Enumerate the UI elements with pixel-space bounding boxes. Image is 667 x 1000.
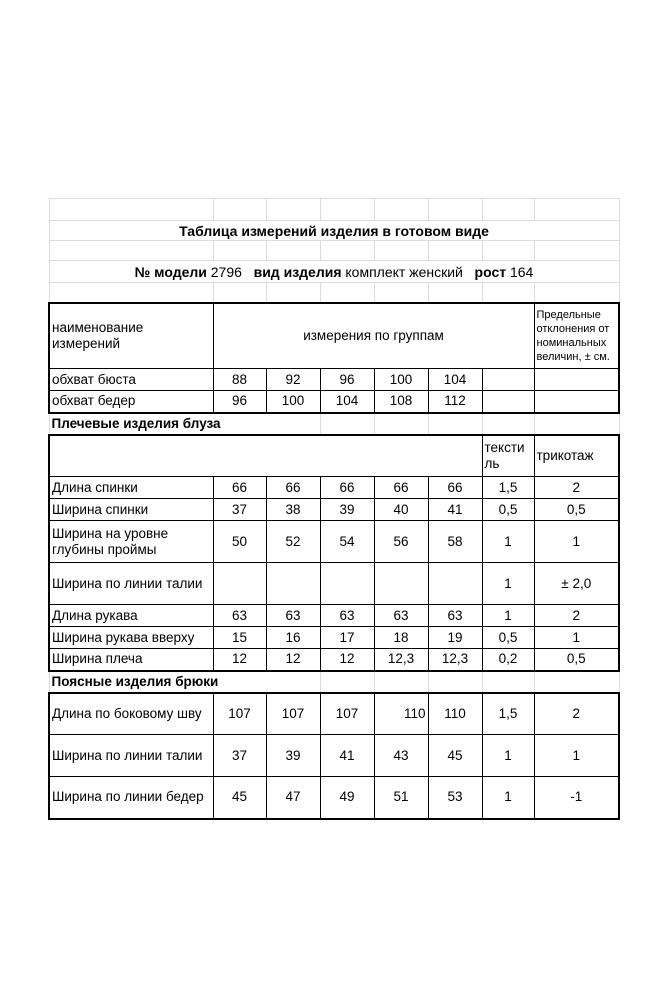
row-name: Длина спинки [49,477,213,499]
cell-value: 58 [428,521,482,563]
cell-textile: 1 [482,777,534,819]
cell-value: 15 [213,627,266,649]
cell-value: 37 [213,735,266,777]
row-name: Ширина на уровне глубины проймы [49,521,213,563]
cell-value: 18 [374,627,428,649]
cell-value: 107 [320,693,374,735]
table-row [49,605,619,627]
measurement-table [48,198,620,820]
cell-empty [534,369,619,391]
cell-value: 12 [213,649,266,671]
cell-value: 112 [428,391,482,413]
cell-textile: 1 [482,563,534,605]
cell-empty [482,369,534,391]
table-row [49,499,619,521]
section-title-blouse: Плечевые изделия блуза [49,413,320,435]
cell-textile: 1,5 [482,693,534,735]
row-name: обхват бедер [49,391,213,413]
row-name: Ширина по линии талии [49,735,213,777]
cell-empty [482,391,534,413]
table-row [49,693,619,735]
cell-knit: 0,5 [534,649,619,671]
row-name: Ширина спинки [49,499,213,521]
cell-value: 104 [320,391,374,413]
row-name: Ширина плеча [49,649,213,671]
cell-knit: 1 [534,627,619,649]
cell-value: 63 [266,605,320,627]
cell-textile: 1 [482,735,534,777]
cell-value: 12 [320,649,374,671]
measurement-sheet [48,198,618,820]
cell-value: 37 [213,499,266,521]
cell-knit: 0,5 [534,499,619,521]
cell-value: 100 [374,369,428,391]
cell-value: 51 [374,777,428,819]
cell-textile: 1 [482,605,534,627]
cell-value: 96 [213,391,266,413]
header-name: наименование измерений [49,303,213,369]
cell-value: 49 [320,777,374,819]
cell-empty [534,391,619,413]
table-row [49,369,619,391]
cell-knit: 2 [534,693,619,735]
cell-value: 108 [374,391,428,413]
cell-value: 45 [213,777,266,819]
table-row [49,521,619,563]
table-title: Таблица измерений изделия в готовом виде [49,221,619,241]
model-line [49,261,619,283]
cell-value: 53 [428,777,482,819]
table-row [49,649,619,671]
cell-value: 66 [428,477,482,499]
cell-knit: 2 [534,605,619,627]
model-value: 2796 [210,263,242,280]
cell-value: 52 [266,521,320,563]
cell-value: 63 [428,605,482,627]
cell-textile: 0,5 [482,627,534,649]
cell-value: 12 [266,649,320,671]
cell-textile: 0,5 [482,499,534,521]
cell-value: 88 [213,369,266,391]
cell-knit: 1 [534,521,619,563]
cell-value: 41 [320,735,374,777]
cell-value: 110 [374,693,428,735]
cell-value: 12,3 [428,649,482,671]
height-label: рост [474,263,507,280]
col-textile: тексти ль [482,435,534,477]
row-name: Ширина по линии талии [49,563,213,605]
cell-value: 43 [374,735,428,777]
row-name: обхват бюста [49,369,213,391]
cell-value: 19 [428,627,482,649]
cell-value: 12,3 [374,649,428,671]
cell-value: 45 [428,735,482,777]
cell-value: 63 [213,605,266,627]
header-groups: измерения по группам [213,303,534,369]
cell-value: 66 [320,477,374,499]
cell-textile: 1,5 [482,477,534,499]
cell-value: 107 [213,693,266,735]
cell-value: 54 [320,521,374,563]
cell-value: 66 [213,477,266,499]
cell-value [266,563,320,605]
cell-value: 63 [320,605,374,627]
cell-value: 63 [374,605,428,627]
cell-value [320,563,374,605]
cell-value: 66 [374,477,428,499]
table-row [49,391,619,413]
cell-value [213,563,266,605]
col-knit: трикотаж [534,435,619,477]
cell-value: 96 [320,369,374,391]
cell-value: 92 [266,369,320,391]
cell-value: 38 [266,499,320,521]
cell-value: 41 [428,499,482,521]
cell-value: 39 [266,735,320,777]
blouse-header-empty [49,435,482,477]
table-row [49,627,619,649]
cell-value: 104 [428,369,482,391]
cell-knit: ± 2,0 [534,563,619,605]
cell-value: 100 [266,391,320,413]
cell-value: 40 [374,499,428,521]
cell-value: 39 [320,499,374,521]
table-row [49,777,619,819]
cell-value: 110 [428,693,482,735]
row-name: Ширина рукава вверху [49,627,213,649]
cell-knit: 2 [534,477,619,499]
cell-textile: 0,2 [482,649,534,671]
cell-value [428,563,482,605]
row-name: Длина по боковому шву [49,693,213,735]
cell-value: 107 [266,693,320,735]
cell-value: 47 [266,777,320,819]
type-label: вид изделия [253,263,342,280]
height-value: 164 [509,263,534,280]
model-label: № модели [134,263,207,280]
cell-value: 50 [213,521,266,563]
table-row [49,735,619,777]
section-title-trousers: Поясные изделия брюки [49,671,320,693]
cell-textile: 1 [482,521,534,563]
row-name: Ширина по линии бедер [49,777,213,819]
type-value: комплект женский [345,263,463,280]
cell-value: 56 [374,521,428,563]
cell-value [374,563,428,605]
cell-value: 17 [320,627,374,649]
row-name: Длина рукава [49,605,213,627]
table-row [49,563,619,605]
header-tolerance: Предельные отклонения от номинальных величин, ± см. [534,303,619,369]
cell-knit: -1 [534,777,619,819]
cell-knit: 1 [534,735,619,777]
cell-value: 66 [266,477,320,499]
table-row [49,477,619,499]
cell-value: 16 [266,627,320,649]
